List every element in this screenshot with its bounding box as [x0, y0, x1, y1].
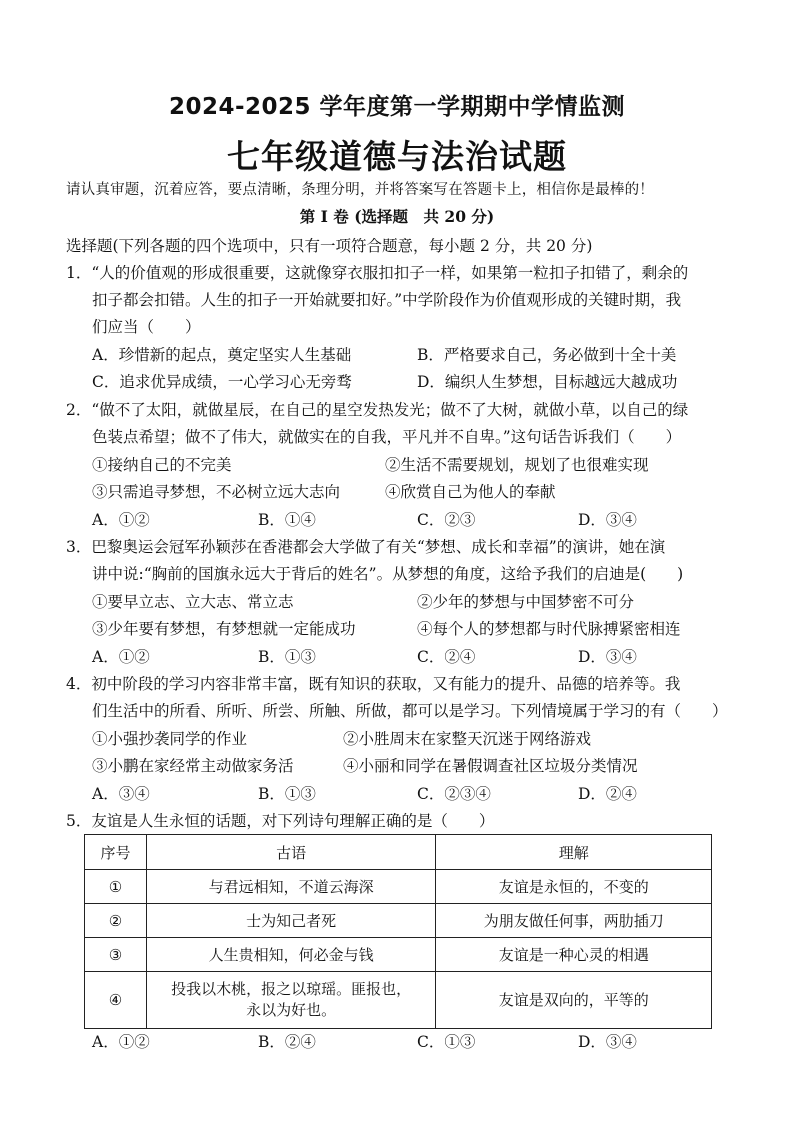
- section-title: 第 I 卷 (选择题 共 20 分): [299, 207, 495, 226]
- q5-option-a: A．①②: [92, 1033, 150, 1051]
- q5-stem: 5．友谊是人生永恒的话题，对下列诗句理解正确的是（ ）: [66, 812, 495, 830]
- q2-item-3: ③只需追寻梦想，不必树立远大志向: [92, 483, 341, 501]
- q4-option-d: D．②④: [578, 785, 637, 803]
- row-quote-line2: 永以为好也。: [246, 1001, 337, 1019]
- q2-item-1: ①接纳自己的不完美: [92, 456, 232, 474]
- q1-option-b: B．严格要求自己，务必做到十全十美: [417, 346, 677, 364]
- q5-option-b: B．②④: [258, 1033, 316, 1051]
- row-quote: 与君远相知，不道云海深: [146, 870, 436, 904]
- q2-option-a: A．①②: [92, 511, 150, 529]
- row-number: ④: [85, 972, 147, 1029]
- row-quote: 士为知己者死: [146, 904, 436, 938]
- q1-stem-line2: 扣子都会扣错。人生的扣子一开始就要扣好。”中学阶段作为价值观形成的关键时期，我: [92, 291, 682, 309]
- q4-item-1: ①小强抄袭同学的作业: [92, 730, 248, 748]
- q1-option-d: D．编织人生梦想，目标越远大越成功: [417, 373, 678, 391]
- table-row: [85, 904, 712, 938]
- q4-option-c: C．②③④: [417, 785, 491, 803]
- header-number: 序号: [85, 835, 147, 870]
- q5-option-d: D．③④: [578, 1033, 637, 1051]
- q5-table: [84, 834, 712, 1029]
- q3-item-1: ①要早立志、立大志、常立志: [92, 593, 294, 611]
- q4-item-2: ②小胜周末在家整天沉迷于网络游戏: [343, 730, 592, 748]
- q3-option-b: B．①③: [258, 648, 316, 666]
- q4-option-a: A．③④: [92, 785, 150, 803]
- row-number: ②: [85, 904, 147, 938]
- table-row: [85, 972, 712, 1029]
- q3-item-2: ②少年的梦想与中国梦密不可分: [417, 593, 635, 611]
- choice-intro: 选择题(下列各题的四个选项中，只有一项符合题意，每小题 2 分，共 20 分): [66, 237, 593, 255]
- exam-title-line2: 七年级道德与法治试题: [227, 137, 567, 176]
- q3-item-4: ④每个人的梦想都与时代脉搏紧密相连: [417, 620, 681, 638]
- row-number: ①: [85, 870, 147, 904]
- header-quote: 古语: [146, 835, 436, 870]
- q4-option-b: B．①③: [258, 785, 316, 803]
- row-quote: 人生贵相知，何必金与钱: [146, 938, 436, 972]
- q2-item-2: ②生活不需要规划，规划了也很难实现: [385, 456, 649, 474]
- q1-stem-line3: 们应当（ ）: [92, 318, 201, 336]
- q4-item-3: ③小鹏在家经常主动做家务活: [92, 757, 294, 775]
- instruction-text: 请认真审题，沉着应答，要点清晰，条理分明，并将答案写在答题卡上，相信你是最棒的！: [66, 182, 654, 198]
- q1-option-c: C．追求优异成绩，一心学习心无旁骛: [92, 373, 352, 391]
- q2-option-c: C．②③: [417, 511, 476, 529]
- row-meaning: 友谊是永恒的，不变的: [436, 870, 712, 904]
- row-meaning: 为朋友做任何事，两肋插刀: [436, 904, 712, 938]
- row-quote-cell: [146, 972, 436, 1029]
- q3-item-3: ③少年要有梦想，有梦想就一定能成功: [92, 620, 356, 638]
- row-quote-line1: 投我以木桃，报之以琼瑶。匪报也，: [171, 980, 412, 998]
- q3-option-d: D．③④: [578, 648, 637, 666]
- exam-title-line1: 2024-2025 学年度第一学期期中学情监测: [168, 94, 626, 120]
- row-meaning: 友谊是一种心灵的相遇: [436, 938, 712, 972]
- q1-option-a: A．珍惜新的起点，奠定坚实人生基础: [92, 346, 352, 364]
- row-number: ③: [85, 938, 147, 972]
- header-meaning: 理解: [436, 835, 712, 870]
- q1-stem-line1: 1．“人的价值观的形成很重要，这就像穿衣服扣扣子一样，如果第一粒扣子扣错了，剩余的: [66, 264, 689, 282]
- q5-option-c: C．①③: [417, 1033, 476, 1051]
- q3-option-a: A．①②: [92, 648, 150, 666]
- q4-stem-line1: 4．初中阶段的学习内容非常丰富，既有知识的获取，又有能力的提升、品德的培养等。我: [66, 675, 681, 693]
- q2-stem-line2: 色装点希望；做不了伟大，就做实在的自我，平凡并不自卑。”这句话告诉我们（ ）: [92, 428, 682, 446]
- q2-option-d: D．③④: [578, 511, 637, 529]
- q4-stem-line2: 们生活中的所看、所听、所尝、所触、所做，都可以是学习。下列情境属于学习的有（ ）: [92, 702, 728, 720]
- q3-option-c: C．②④: [417, 648, 476, 666]
- row-meaning: 友谊是双向的，平等的: [436, 972, 712, 1029]
- table-row: [85, 870, 712, 904]
- q2-item-4: ④欣赏自己为他人的奉献: [385, 483, 556, 501]
- q2-option-b: B．①④: [258, 511, 316, 529]
- q3-stem-line2: 讲中说:“胸前的国旗永远大于背后的姓名”。从梦想的角度，这给予我们的启迪是( ): [92, 565, 684, 583]
- table-header-row: [85, 835, 712, 870]
- q2-stem-line1: 2．“做不了太阳，就做星辰，在自己的星空发热发光；做不了大树，就做小草，以自己的绿: [66, 401, 689, 419]
- q3-stem-line1: 3．巴黎奥运会冠军孙颖莎在香港都会大学做了有关“梦想、成长和幸福”的演讲，她在演: [66, 538, 666, 556]
- table-row: [85, 938, 712, 972]
- q4-item-4: ④小丽和同学在暑假调查社区垃圾分类情况: [343, 757, 638, 775]
